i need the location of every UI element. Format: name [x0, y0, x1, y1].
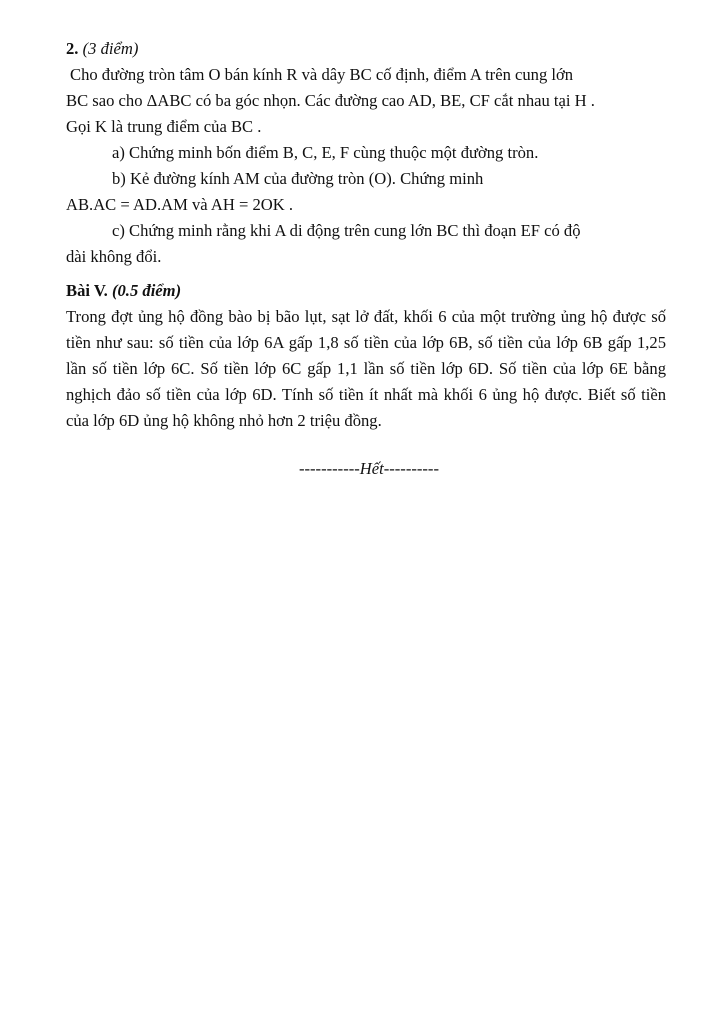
- problem-2-statement-line-3: Gọi K là trung điểm của BC .: [66, 117, 262, 136]
- problem-5-body: Trong đợt ủng hộ đồng bào bị bão lụt, sạt lở đất, khối 6 của một trường ủng hộ được số tiền như sau: số tiền của lớp 6A gấp 1,8 số tiền của lớp 6B, số tiền của lớp 6B gấp 1,25 lần số tiền lớp 6C. Số tiền lớp 6C gấp 1,1 lần số tiền lớp 6D. Số tiền của lớp 6E bằng nghịch đảo số tiền của lớp 6D. Tính số tiền ít nhất mà khối 6 ủng hộ được. Biết số tiền của lớp 6D ủng hộ không nhỏ hơn 2 triệu đồng.: [66, 307, 666, 430]
- problem-5-title: Bài V.: [66, 281, 108, 300]
- end-marker: -----------Hết----------: [298, 459, 439, 478]
- problem-2-part-b-line-1: b) Kẻ đường kính AM của đường tròn (O). Chứng minh: [112, 169, 484, 188]
- problem-2-points: (3 điểm): [82, 39, 139, 58]
- exam-page: [66, 36, 666, 482]
- problem-5-heading: [66, 278, 666, 304]
- problem-2-heading: [66, 36, 666, 62]
- problem-2-statement-line-1: Cho đường tròn tâm O bán kính R và dây BC cố định, điểm A trên cung lớn: [70, 65, 574, 84]
- problem-2-part-c-line-2: dài không đổi.: [66, 247, 162, 266]
- problem-2-statement-line-2: BC sao cho ΔABC có ba góc nhọn. Các đường cao AD, BE, CF cắt nhau tại H .: [66, 91, 595, 110]
- problem-2-part-c-line-1: c) Chứng minh rằng khi A di động trên cung lớn BC thì đoạn EF có độ: [112, 221, 581, 240]
- problem-5-points: (0.5 điểm): [111, 281, 182, 300]
- problem-2-part-a: a) Chứng minh bốn điểm B, C, E, F cùng thuộc một đường tròn.: [112, 143, 539, 162]
- problem-2-part-b-line-2: AB.AC = AD.AM và AH = 2OK .: [66, 195, 294, 214]
- problem-2-number: 2.: [66, 39, 79, 58]
